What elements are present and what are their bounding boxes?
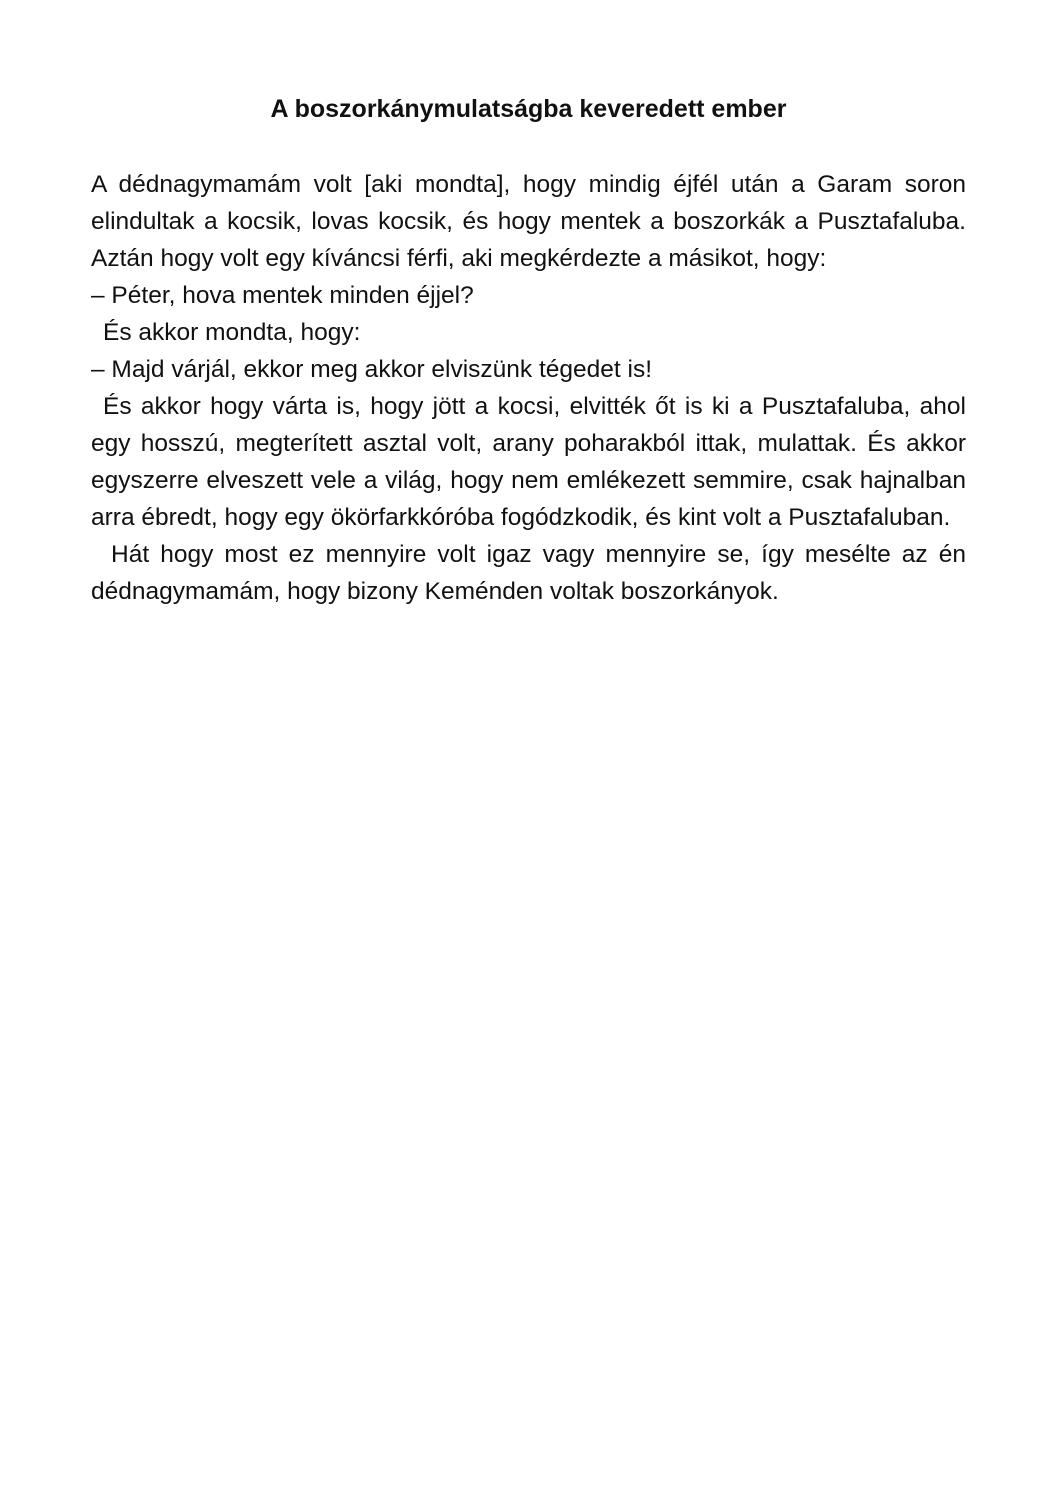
paragraph-closing: Hát hogy most ez mennyire volt igaz vagy mennyire se, így mesélte az én dédnagymamám, hogy bizony Keménden voltak boszorkányok.: [91, 541, 966, 605]
dialogue-question: – Péter, hova mentek minden éjjel?: [91, 282, 474, 309]
document-body: [91, 166, 966, 610]
paragraph-answer-intro: És akkor mondta, hogy:: [103, 319, 361, 346]
paragraph-intro: A dédnagymamám volt [aki mondta], hogy mindig éjfél után a Garam soron elindultak a kocsik, lovas kocsik, és hogy mentek a boszorkák a Pusztafaluba. Aztán hogy volt egy kíváncsi férfi, aki megkérdezte a másikot, hogy:: [91, 171, 966, 272]
document-title: A boszorkánymulatságba keveredett ember: [270, 95, 787, 123]
paragraph-story: És akkor hogy várta is, hogy jött a kocsi, elvitték őt is ki a Pusztafaluba, ahol egy hosszú, megterített asztal volt, arany poharakból ittak, mulattak. És akkor egyszerre elveszett vele a világ, hogy nem emlékezett semmire, csak hajnalban arra ébredt, hogy egy ökörfarkkóróba fogódzkodik, és kint volt a Pusztafaluban.: [91, 393, 966, 531]
dialogue-answer: – Majd várjál, ekkor meg akkor elviszünk tégedet is!: [91, 356, 653, 383]
